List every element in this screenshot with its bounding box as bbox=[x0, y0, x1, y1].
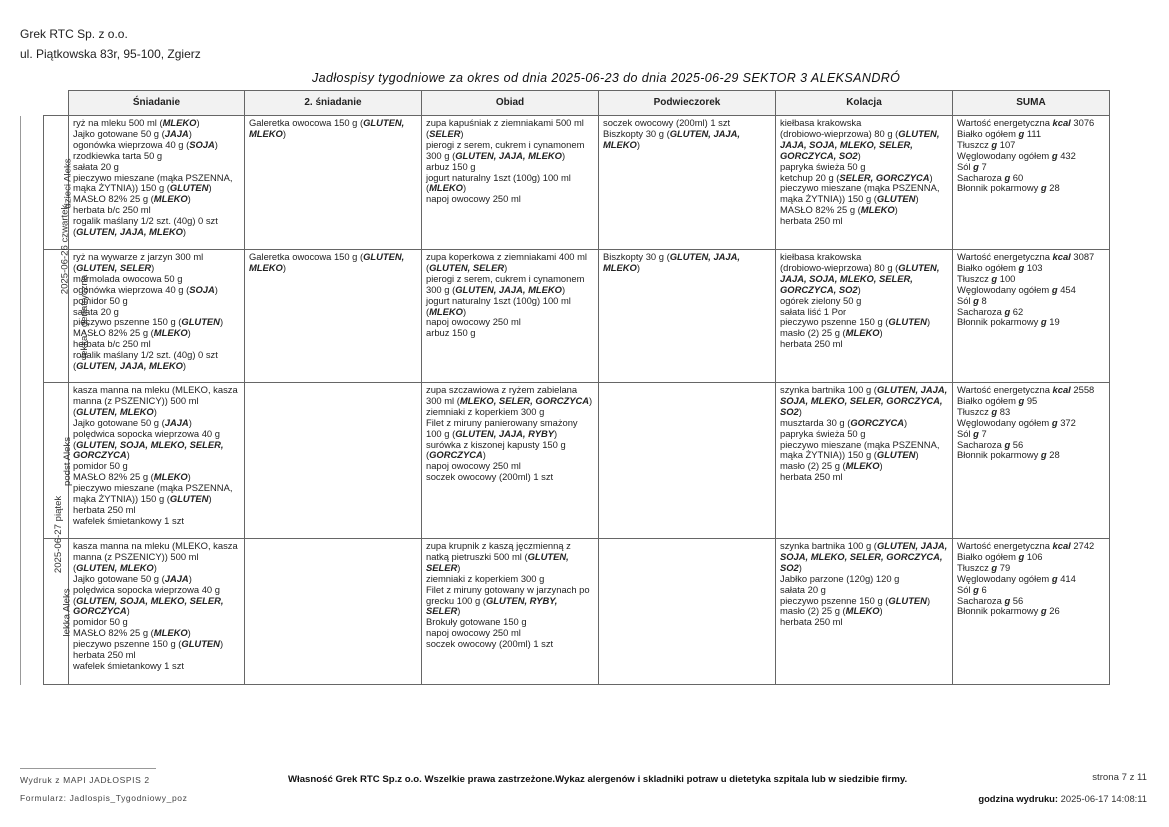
menu-line: (drobiowo-wieprzowa) 80 g (GLUTEN, JAJA, SOJA, MLEKO, SELER, GORCZYCA, SO2) bbox=[780, 127, 940, 161]
allergen-list: g bbox=[973, 427, 979, 439]
allergen-list: GLUTEN, SELER bbox=[429, 261, 505, 273]
allergen-list: GLUTEN bbox=[876, 193, 916, 205]
menu-line: herbata b/c 250 ml bbox=[73, 338, 151, 350]
menu-line: herbata 250 ml bbox=[780, 616, 843, 628]
menu-line: soczek owocowy (200ml) 1 szt bbox=[426, 638, 554, 650]
menu-line: MASŁO 82% 25 g (MLEKO) bbox=[73, 193, 191, 205]
print-source: Wydruk z MAPI JADŁOSPIS 2 bbox=[20, 775, 150, 785]
menu-line: Błonnik pokarmowy g 28 bbox=[957, 449, 1060, 461]
allergen-list: g bbox=[1004, 305, 1011, 317]
column-header: 2. śniadanie bbox=[245, 91, 422, 116]
diet-name-cell bbox=[44, 539, 73, 685]
allergen-list: GLUTEN, RYBY, SELER bbox=[426, 594, 558, 617]
allergen-list: g bbox=[973, 583, 979, 595]
menu-line: pomidor 50 g bbox=[73, 460, 128, 472]
day-date: 2025-06-26 czwartek bbox=[59, 204, 71, 295]
meal-cell bbox=[599, 116, 776, 250]
divider bbox=[20, 768, 156, 769]
allergen-list: g bbox=[1018, 550, 1025, 562]
allergen-list: GLUTEN, JAJA, MLEKO bbox=[76, 360, 183, 372]
menu-line: Błonnik pokarmowy g 19 bbox=[957, 316, 1060, 328]
menu-line: napoj owocowy 250 ml bbox=[426, 193, 521, 205]
table-row bbox=[21, 116, 1110, 250]
allergen-list: g bbox=[1051, 572, 1058, 584]
menu-line: Błonnik pokarmowy g 26 bbox=[957, 605, 1060, 617]
menu-line: Węglowodany ogółem g 432 bbox=[957, 149, 1076, 161]
allergen-list: MLEKO bbox=[153, 193, 188, 205]
menu-line: Białko ogółem g 106 bbox=[957, 550, 1043, 562]
menu-line: napoj owocowy 250 ml bbox=[426, 627, 521, 639]
allergen-list: g bbox=[991, 138, 998, 150]
menu-line: (GLUTEN, JAJA, MLEKO) bbox=[73, 360, 187, 372]
menu-line: Sól g 7 bbox=[957, 160, 987, 172]
meal-cell bbox=[245, 116, 422, 250]
menu-line: sałata 20 g bbox=[780, 583, 826, 595]
meal-cell bbox=[245, 539, 422, 685]
allergen-list: g bbox=[991, 405, 998, 417]
menu-line: (GORCZYCA) bbox=[426, 449, 486, 461]
menu-line: MASŁO 82% 25 g (MLEKO) bbox=[780, 204, 898, 216]
allergen-list: GLUTEN bbox=[888, 594, 927, 606]
menu-line: Wartość energetyczna kcal 3076 bbox=[957, 117, 1095, 128]
column-header: Podwieczorek bbox=[599, 91, 776, 116]
menu-line: Filet z miruny panierowany smażony 100 g (GLUTEN, JAJA, RYBY) bbox=[426, 416, 578, 439]
allergen-list: SOJA bbox=[189, 283, 215, 295]
meal-cell bbox=[69, 539, 245, 685]
allergen-list: g bbox=[1004, 171, 1011, 183]
allergen-list: MLEKO bbox=[153, 471, 188, 483]
allergen-list: g bbox=[1018, 127, 1025, 139]
company-address: ul. Piątkowska 83r, 95-100, Zgierz bbox=[20, 47, 201, 61]
allergen-list: g bbox=[1018, 261, 1025, 273]
menu-line: zupa szczawiowa z ryżem zabielana 300 ml (MLEKO, SELER, GORCZYCA) bbox=[426, 384, 593, 406]
allergen-list: MLEKO bbox=[429, 182, 463, 194]
meal-cell bbox=[776, 539, 953, 685]
print-time bbox=[978, 793, 1147, 804]
menu-line: (GLUTEN, SOJA, MLEKO, SELER, GORCZYCA) bbox=[73, 438, 224, 461]
allergen-list: JAJA bbox=[164, 572, 189, 584]
menu-line: Wartość energetyczna kcal 2558 bbox=[957, 384, 1095, 395]
menu-line: Tłuszcz g 83 bbox=[957, 405, 1011, 417]
menu-line: (GLUTEN, MLEKO) bbox=[73, 561, 157, 573]
allergen-list: kcal bbox=[1052, 384, 1071, 395]
menu-line: papryka świeża 50 g bbox=[780, 160, 866, 172]
menu-line: Jajko gotowane 50 g (JAJA) bbox=[73, 416, 192, 428]
menu-line: pieczywo pszenne 150 g (GLUTEN) bbox=[73, 638, 224, 650]
allergen-list: GLUTEN, MLEKO bbox=[76, 405, 154, 417]
menu-line: (MLEKO) bbox=[426, 182, 467, 194]
allergen-list: GLUTEN, JAJA, SOJA, MLEKO, SELER, GORCZYCA, SO2 bbox=[780, 261, 940, 295]
menu-line: pieczywo mieszane (mąka PSZENNA, mąka ŻYTNIA)) 150 g (GLUTEN) bbox=[73, 482, 233, 505]
meal-cell bbox=[422, 383, 599, 539]
allergen-list: GLUTEN, JAJA, MLEKO bbox=[455, 283, 562, 295]
allergen-list: GLUTEN, JAJA, RYBY bbox=[455, 427, 554, 439]
menu-line: ziemniaki z koperkiem 300 g bbox=[426, 405, 545, 417]
allergen-list: g bbox=[1051, 283, 1058, 295]
menu-line: Białko ogółem g 95 bbox=[957, 394, 1038, 406]
meal-cell bbox=[599, 250, 776, 383]
menu-line: herbata 250 ml bbox=[780, 471, 843, 483]
menu-line: zupa kapuśniak z ziemniakami 500 ml bbox=[426, 117, 584, 128]
allergen-list: g bbox=[1018, 394, 1025, 406]
allergen-list: MLEKO bbox=[845, 460, 880, 472]
meal-cell bbox=[776, 116, 953, 250]
menu-line: Błonnik pokarmowy g 28 bbox=[957, 182, 1060, 194]
meal-cell bbox=[245, 383, 422, 539]
menu-line: Sacharoza g 60 bbox=[957, 171, 1024, 183]
menu-line: polędwica sopocka wieprzowa 40 g bbox=[73, 427, 220, 439]
menu-line: szynka bartnika 100 g (GLUTEN, JAJA, SOJA, MLEKO, SELER, GORCZYCA, SO2) bbox=[780, 384, 948, 417]
menu-line: pieczywo pszenne 150 g (GLUTEN) bbox=[780, 594, 931, 606]
menu-line: napoj owocowy 250 ml bbox=[426, 460, 521, 472]
table-row bbox=[21, 250, 1110, 383]
print-time-value: 2025-06-17 14:08:11 bbox=[1060, 793, 1147, 804]
allergen-list: g bbox=[973, 294, 979, 306]
allergen-list: GLUTEN bbox=[888, 316, 927, 328]
column-header: Obiad bbox=[422, 91, 599, 116]
allergen-list: kcal bbox=[1052, 540, 1071, 551]
menu-line: Tłuszcz g 79 bbox=[957, 561, 1011, 573]
menu-line: arbuz 150 g bbox=[426, 160, 476, 172]
allergen-list: GLUTEN, JAJA, MLEKO bbox=[76, 226, 183, 238]
allergen-list: GLUTEN, JAJA, SOJA, MLEKO, SELER, GORCZYCA, SO2 bbox=[780, 127, 940, 161]
menu-line: marmolada owocowa 50 g bbox=[73, 272, 183, 284]
document-title: Jadłospisy tygodniowe za okres od dnia 2025-06-23 do dnia 2025-06-29 SEKTOR 3 ALEKSANDRÓ bbox=[312, 71, 901, 85]
menu-line: pieczywo mieszane (mąka PSZENNA, mąka ŻYTNIA)) 150 g (GLUTEN) bbox=[780, 182, 940, 205]
menu-line: Biszkopty 30 g (GLUTEN, JAJA, MLEKO) bbox=[603, 251, 741, 273]
menu-line: ketchup 20 g (SELER, GORCZYCA) bbox=[780, 171, 933, 183]
allergen-list: JAJA bbox=[164, 127, 189, 139]
menu-line: Jabłko parzone (120g) 120 g bbox=[780, 572, 900, 584]
print-time-label: godzina wydruku: bbox=[978, 793, 1059, 804]
ownership-note: Własność Grek RTC Sp.z o.o. Wszelkie prawa zastrzeżone.Wykaz alergenów i skladniki potraw u dietetyka szpitala lub w siedzibie firmy. bbox=[288, 774, 908, 785]
menu-line: (GLUTEN, SELER) bbox=[73, 261, 155, 273]
allergen-list: GLUTEN, JAJA, MLEKO bbox=[455, 149, 562, 161]
allergen-list: MLEKO bbox=[429, 305, 463, 317]
allergen-list: GLUTEN, MLEKO bbox=[76, 561, 154, 573]
allergen-list: MLEKO bbox=[845, 327, 880, 339]
allergen-list: GLUTEN, SOJA, MLEKO, SELER, GORCZYCA bbox=[73, 438, 224, 461]
summary-cell bbox=[953, 539, 1110, 685]
menu-line: pieczywo pszenne 150 g (GLUTEN) bbox=[73, 316, 224, 328]
allergen-list: MLEKO bbox=[162, 117, 197, 128]
allergen-list: g bbox=[1040, 605, 1047, 617]
menu-line: zupa koperkowa z ziemniakami 400 ml bbox=[426, 251, 588, 262]
menu-line: MASŁO 82% 25 g (MLEKO) bbox=[73, 327, 191, 339]
menu-table bbox=[20, 90, 1109, 682]
company-name: Grek RTC Sp. z o.o. bbox=[20, 27, 128, 41]
menu-line: ogonówka wieprzowa 40 g (SOJA) bbox=[73, 283, 218, 295]
diet-name: podst Aleks bbox=[62, 436, 74, 486]
menu-line: Wartość energetyczna kcal 3087 bbox=[957, 251, 1095, 262]
menu-line: Węglowodany ogółem g 414 bbox=[957, 572, 1076, 584]
menu-line: masło (2) 25 g (MLEKO) bbox=[780, 460, 883, 472]
menu-line: Biszkopty 30 g (GLUTEN, JAJA, MLEKO) bbox=[603, 127, 741, 150]
menu-line: napoj owocowy 250 ml bbox=[426, 316, 521, 328]
menu-line: rogalik maślany 1/2 szt. (40g) 0 szt bbox=[73, 349, 218, 361]
allergen-list: GLUTEN, SOJA, MLEKO, SELER, GORCZYCA bbox=[73, 594, 224, 617]
menu-line: Sacharoza g 62 bbox=[957, 305, 1024, 317]
menu-line: pieczywo pszenne 150 g (GLUTEN) bbox=[780, 316, 931, 328]
meal-cell bbox=[599, 383, 776, 539]
meal-cell bbox=[69, 383, 245, 539]
menu-line: ogonówka wieprzowa 40 g (SOJA) bbox=[73, 138, 218, 150]
menu-line: jogurt naturalny 1szt (100g) 100 ml bbox=[426, 294, 571, 306]
summary-cell bbox=[953, 383, 1110, 539]
allergen-list: GLUTEN, JAJA, SOJA, MLEKO, SELER, GORCZYCA, SO2 bbox=[780, 384, 948, 417]
menu-line: Filet z miruny gotowany w jarzynach po grecku 100 g (GLUTEN, RYBY, SELER) bbox=[426, 583, 590, 617]
allergen-list: g bbox=[991, 272, 998, 284]
allergen-list: GORCZYCA bbox=[850, 416, 905, 428]
menu-line: rogalik maślany 1/2 szt. (40g) 0 szt bbox=[73, 215, 218, 227]
allergen-list: g bbox=[1004, 594, 1011, 606]
page-number: strona 7 z 11 bbox=[1092, 772, 1147, 783]
allergen-list: GLUTEN bbox=[876, 449, 916, 461]
allergen-list: g bbox=[1040, 449, 1047, 461]
menu-line: Sacharoza g 56 bbox=[957, 594, 1024, 606]
allergen-list: GLUTEN, SELER bbox=[76, 261, 152, 273]
menu-line: pomidor 50 g bbox=[73, 616, 128, 628]
header-row bbox=[21, 91, 1110, 116]
meal-cell bbox=[776, 250, 953, 383]
menu-line: pieczywo mieszane (mąka PSZENNA, mąka ŻYTNIA)) 150 g (GLUTEN) bbox=[780, 438, 940, 461]
menu-line: herbata 250 ml bbox=[73, 503, 136, 515]
menu-line: sałata 20 g bbox=[73, 305, 119, 317]
menu-line: sałata liść 1 Por bbox=[780, 305, 847, 317]
allergen-list: kcal bbox=[1052, 117, 1071, 128]
menu-line: sałata 20 g bbox=[73, 160, 119, 172]
table-row bbox=[21, 383, 1110, 539]
menu-line: MASŁO 82% 25 g (MLEKO) bbox=[73, 471, 191, 483]
menu-line: herbata 250 ml bbox=[780, 215, 843, 227]
meal-cell bbox=[245, 250, 422, 383]
menu-line: (GLUTEN, JAJA, MLEKO) bbox=[73, 226, 187, 238]
menu-line: Jajko gotowane 50 g (JAJA) bbox=[73, 127, 192, 139]
menu-line: Galeretka owocowa 150 g (GLUTEN, MLEKO) bbox=[249, 117, 405, 139]
allergen-list: MLEKO bbox=[153, 327, 188, 339]
meal-cell bbox=[422, 539, 599, 685]
menu-line: zupa krupnik z kaszą jęczmienną z natką pietruszki 500 ml (GLUTEN, SELER) bbox=[426, 540, 571, 573]
menu-line: Białko ogółem g 111 bbox=[957, 127, 1042, 139]
allergen-list: g bbox=[1040, 182, 1047, 194]
menu-line: kasza manna na mleku (MLEKO, kasza manna (z PSZENICY)) 500 ml bbox=[73, 384, 238, 406]
allergen-list: JAJA bbox=[164, 416, 189, 428]
allergen-list: SELER bbox=[429, 127, 461, 139]
menu-line: masło (2) 25 g (MLEKO) bbox=[780, 605, 883, 617]
menu-line: szynka bartnika 100 g (GLUTEN, JAJA, SOJA, MLEKO, SELER, GORCZYCA, SO2) bbox=[780, 540, 948, 573]
menu-line: Tłuszcz g 107 bbox=[957, 138, 1016, 150]
menu-line: herbata b/c 250 ml bbox=[73, 204, 151, 216]
menu-line: (GLUTEN, SELER) bbox=[426, 261, 508, 273]
print-source-block bbox=[20, 768, 195, 807]
menu-line: ogórek zielony 50 g bbox=[780, 294, 862, 306]
menu-line: pierogi z serem, cukrem i cynamonem 300 g (GLUTEN, JAJA, MLEKO) bbox=[426, 272, 585, 295]
allergen-list: GLUTEN, MLEKO bbox=[249, 251, 405, 273]
menu-line: (SELER) bbox=[426, 127, 464, 139]
diet-name: lekka - geriatryczna bbox=[79, 274, 91, 359]
allergen-list: g bbox=[1004, 438, 1011, 450]
menu-line: (GLUTEN, MLEKO) bbox=[73, 405, 157, 417]
allergen-list: GLUTEN bbox=[169, 493, 209, 505]
column-header: Kolacja bbox=[776, 91, 953, 116]
column-header: SUMA bbox=[953, 91, 1110, 116]
diet-name: dzieci Aleks bbox=[62, 157, 74, 209]
meal-cell bbox=[422, 250, 599, 383]
allergen-list: GLUTEN, JAJA, MLEKO bbox=[603, 251, 741, 273]
header-blank bbox=[21, 91, 44, 116]
allergen-list: g bbox=[1051, 149, 1058, 161]
menu-line: pieczywo mieszane (mąka PSZENNA, mąka ŻYTNIA)) 150 g (GLUTEN) bbox=[73, 171, 233, 194]
menu-line: papryka świeża 50 g bbox=[780, 427, 866, 439]
menu-line: Galeretka owocowa 150 g (GLUTEN, MLEKO) bbox=[249, 251, 405, 273]
allergen-list: SOJA bbox=[189, 138, 215, 150]
meal-cell bbox=[422, 116, 599, 250]
summary-cell bbox=[953, 250, 1110, 383]
allergen-list: kcal bbox=[1052, 251, 1071, 262]
menu-line: Wartość energetyczna kcal 2742 bbox=[957, 540, 1095, 551]
menu-line: herbata 250 ml bbox=[780, 338, 843, 350]
menu-line: soczek owocowy (200ml) 1 szt bbox=[603, 117, 731, 128]
menu-line: Węglowodany ogółem g 454 bbox=[957, 283, 1076, 295]
meal-cell bbox=[599, 539, 776, 685]
menu-line: pierogi z serem, cukrem i cynamonem 300 g (GLUTEN, JAJA, MLEKO) bbox=[426, 138, 585, 161]
menu-line: Sól g 7 bbox=[957, 427, 987, 439]
menu-line: musztarda 30 g (GORCZYCA) bbox=[780, 416, 908, 428]
menu-line: surówka z kiszonej kapusty 150 g bbox=[426, 438, 566, 450]
menu-line: Węglowodany ogółem g 372 bbox=[957, 416, 1076, 428]
menu-line: ryż na wywarze z jarzyn 300 ml bbox=[73, 251, 204, 262]
allergen-list: GLUTEN, JAJA, SOJA, MLEKO, SELER, GORCZYCA, SO2 bbox=[780, 540, 948, 573]
meal-cell bbox=[69, 116, 245, 250]
meal-cell bbox=[69, 250, 245, 383]
menu-line: masło (2) 25 g (MLEKO) bbox=[780, 327, 883, 339]
allergen-list: g bbox=[973, 160, 979, 172]
allergen-list: GLUTEN bbox=[181, 638, 220, 650]
menu-line: arbuz 150 g bbox=[426, 327, 476, 339]
menu-line: jogurt naturalny 1szt (100g) 100 ml bbox=[426, 171, 571, 183]
menu-line: wafelek śmietankowy 1 szt bbox=[73, 659, 184, 671]
menu-line: herbata 250 ml bbox=[73, 649, 136, 661]
allergen-list: GORCZYCA bbox=[429, 449, 483, 461]
allergen-list: g bbox=[1040, 316, 1047, 328]
allergen-list: GLUTEN, SELER bbox=[426, 550, 569, 573]
diet-name-cell bbox=[44, 250, 91, 383]
allergen-list: SELER, GORCZYCA bbox=[839, 171, 930, 183]
menu-line: pomidor 50 g bbox=[73, 294, 128, 306]
menu-line: soczek owocowy (200ml) 1 szt bbox=[426, 471, 554, 483]
meal-cell bbox=[776, 383, 953, 539]
day-date-cell bbox=[21, 383, 65, 685]
menu-line: MASŁO 82% 25 g (MLEKO) bbox=[73, 627, 191, 639]
allergen-list: GLUTEN bbox=[169, 182, 209, 194]
menu-line: ziemniaki z koperkiem 300 g bbox=[426, 572, 545, 584]
menu-line: Białko ogółem g 103 bbox=[957, 261, 1043, 273]
table-row bbox=[21, 539, 1110, 685]
allergen-list: MLEKO bbox=[860, 204, 895, 216]
menu-line: kasza manna na mleku (MLEKO, kasza manna (z PSZENICY)) 500 ml bbox=[73, 540, 238, 562]
menu-line: Tłuszcz g 100 bbox=[957, 272, 1016, 284]
menu-line: rzodkiewka tarta 50 g bbox=[73, 149, 163, 161]
allergen-list: GLUTEN bbox=[181, 316, 220, 328]
allergen-list: g bbox=[1051, 416, 1058, 428]
menu-line: Sacharoza g 56 bbox=[957, 438, 1024, 450]
menu-line: Sól g 6 bbox=[957, 583, 987, 595]
allergen-list: GLUTEN, JAJA, MLEKO bbox=[603, 127, 741, 150]
diet-name-cell bbox=[44, 383, 74, 539]
allergen-list: MLEKO bbox=[153, 627, 188, 639]
menu-line: Brokuły gotowane 150 g bbox=[426, 616, 527, 628]
menu-line: (MLEKO) bbox=[426, 305, 467, 317]
menu-line: (drobiowo-wieprzowa) 80 g (GLUTEN, JAJA, SOJA, MLEKO, SELER, GORCZYCA, SO2) bbox=[780, 261, 940, 295]
menu-line: wafelek śmietankowy 1 szt bbox=[73, 514, 184, 526]
allergen-list: GLUTEN, MLEKO bbox=[249, 117, 405, 139]
menu-line: ryż na mleku 500 ml (MLEKO) bbox=[73, 117, 200, 128]
company-info bbox=[20, 24, 201, 64]
allergen-list: MLEKO, SELER, GORCZYCA bbox=[459, 394, 590, 406]
allergen-list: g bbox=[991, 561, 998, 573]
menu-line: Sól g 8 bbox=[957, 294, 987, 306]
form-name: Formularz: Jadlospis_Tygodniowy_poz bbox=[20, 793, 188, 803]
diet-name: lekka Aleks bbox=[61, 588, 73, 636]
header-blank bbox=[44, 91, 69, 116]
menu-line: kiełbasa krakowska bbox=[780, 117, 862, 128]
allergen-list: MLEKO bbox=[845, 605, 880, 617]
menu-line: Jajko gotowane 50 g (JAJA) bbox=[73, 572, 192, 584]
summary-cell bbox=[953, 116, 1110, 250]
column-header: Śniadanie bbox=[69, 91, 245, 116]
day-date: 2025-06-27 piątek bbox=[53, 495, 65, 573]
menu-line: (GLUTEN, SOJA, MLEKO, SELER, GORCZYCA) bbox=[73, 594, 224, 617]
menu-line: kiełbasa krakowska bbox=[780, 251, 862, 262]
menu-line: polędwica sopocka wieprzowa 40 g bbox=[73, 583, 220, 595]
